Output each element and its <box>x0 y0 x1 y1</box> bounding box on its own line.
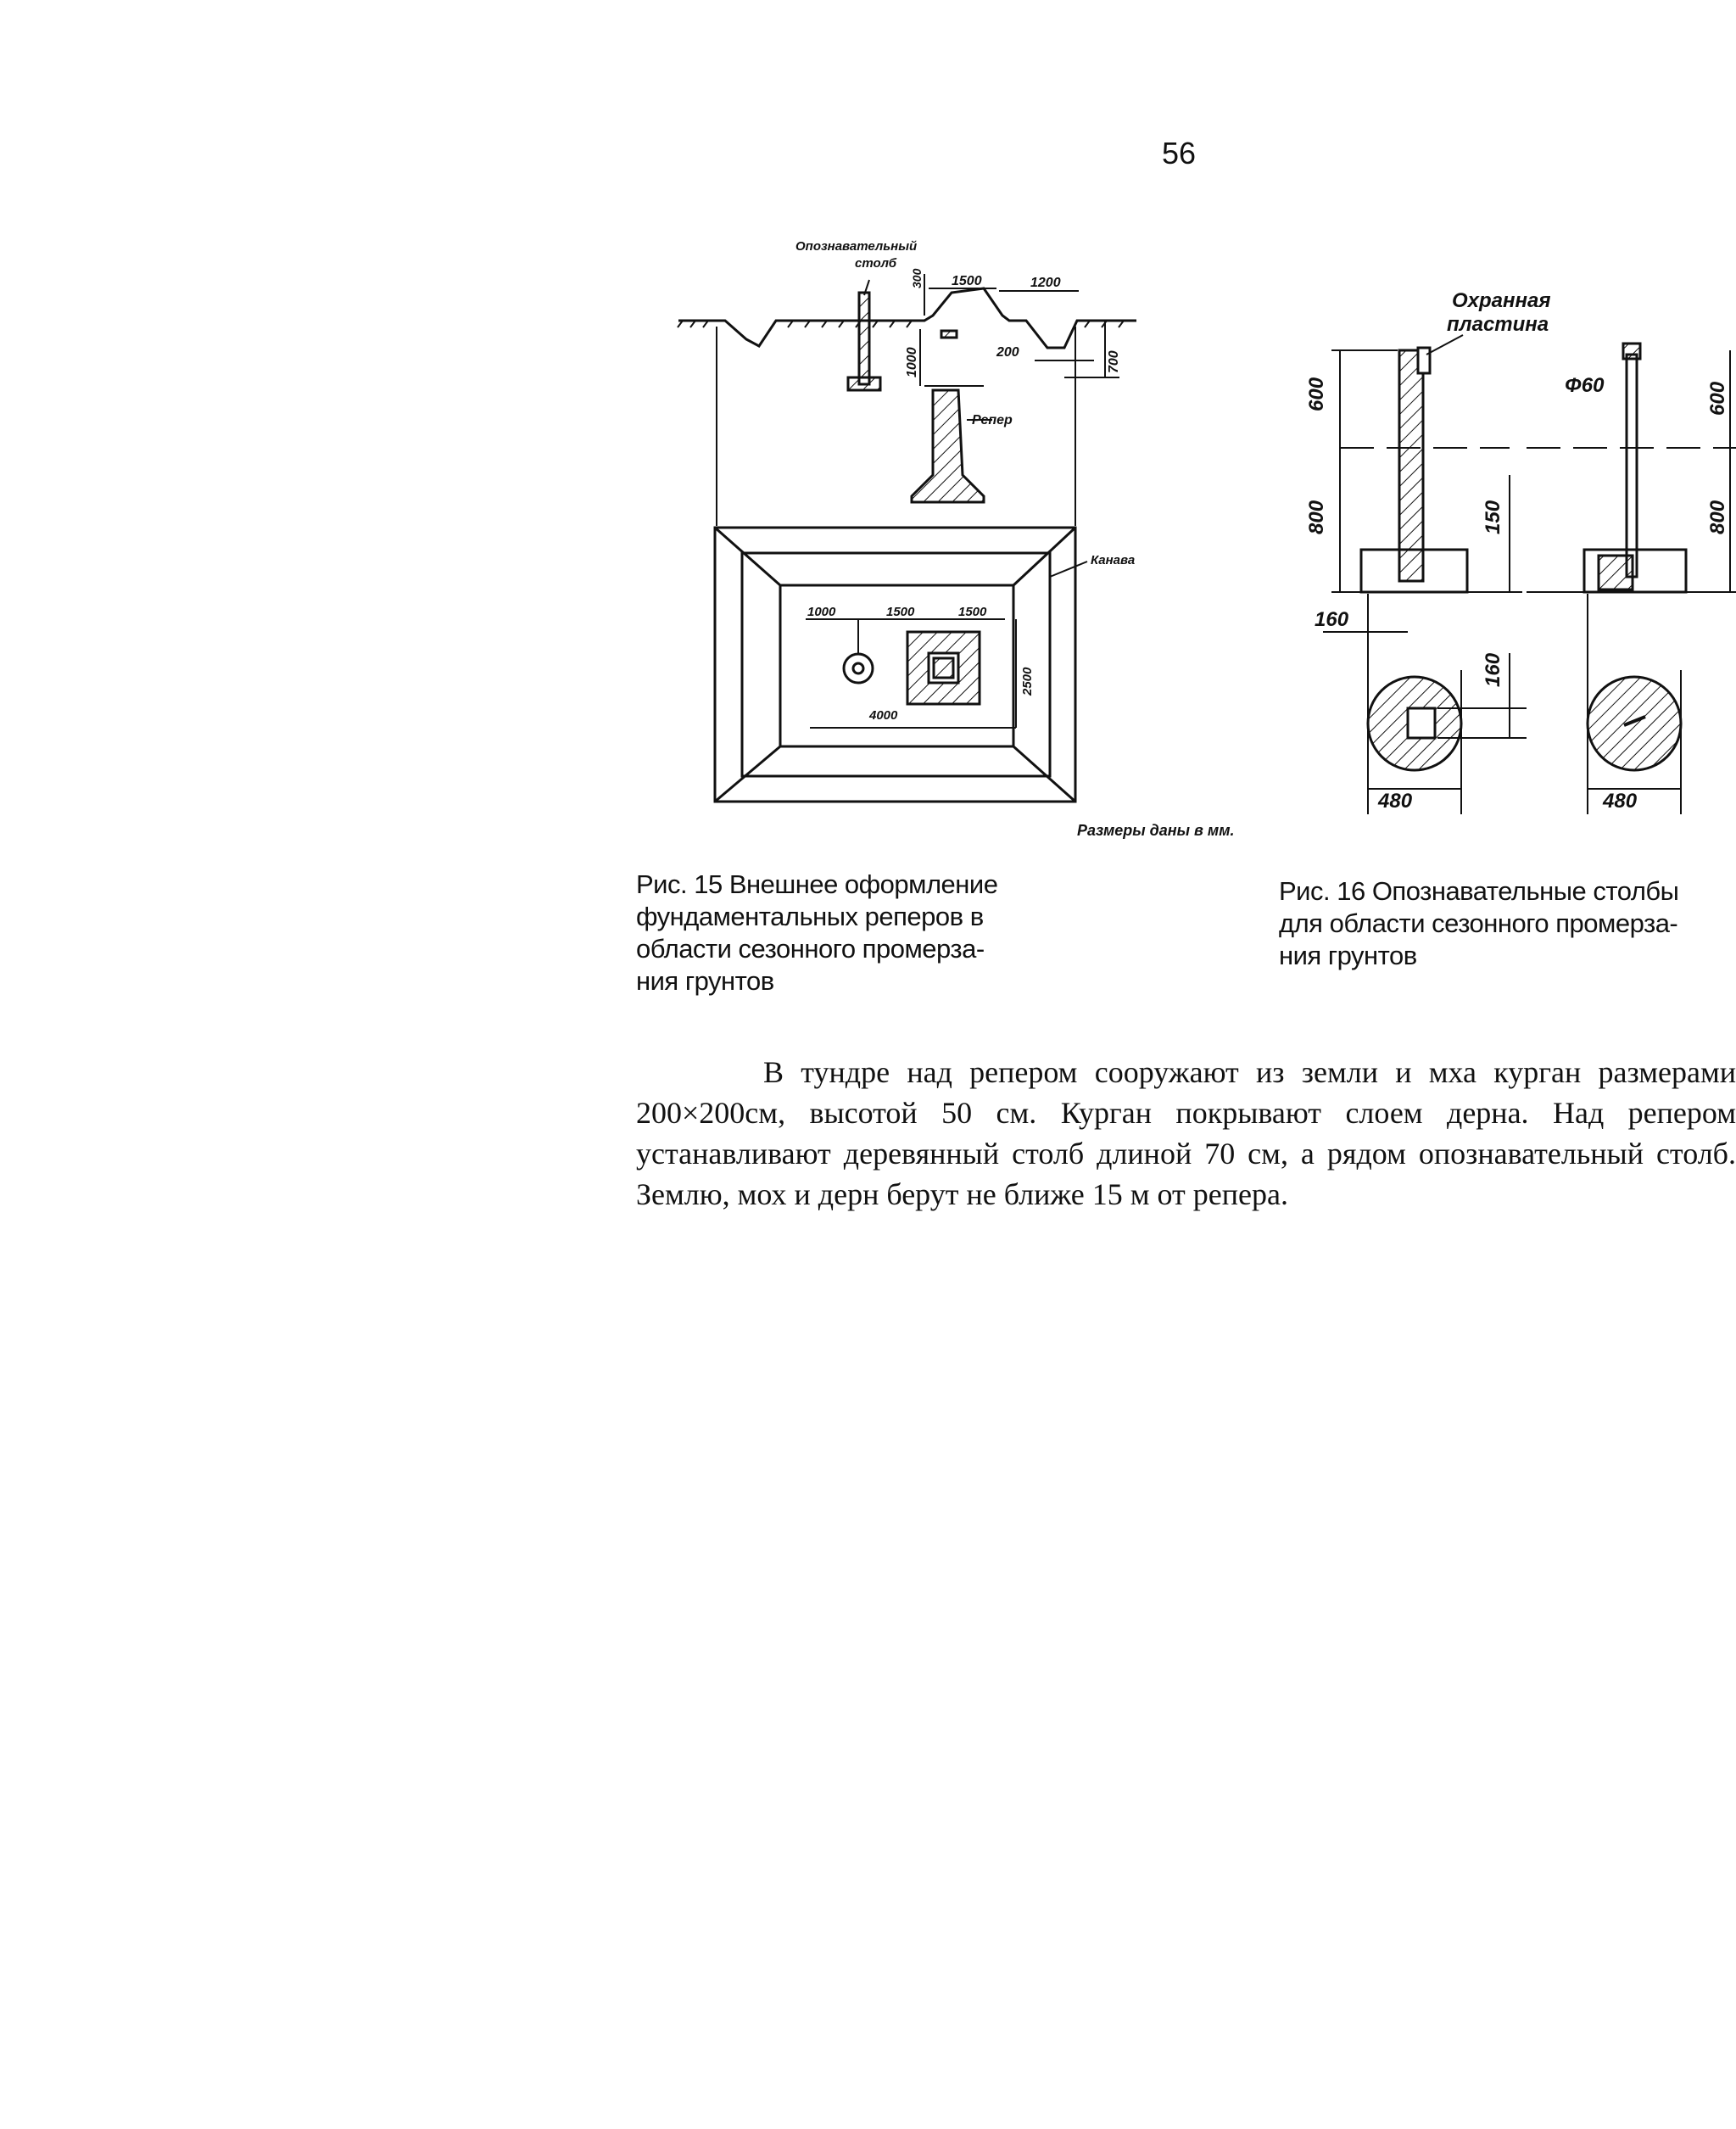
plate-label-2: пластина <box>1447 313 1549 336</box>
caption-line: фундаментальных реперов в <box>636 902 984 931</box>
dim-1200: 1200 <box>1030 276 1061 290</box>
mound-mark <box>941 331 957 338</box>
dim-1500-plan-a: 1500 <box>886 605 915 619</box>
dim-160-v: 160 <box>1482 652 1504 687</box>
caption-line: для области сезонного промерза- <box>1279 908 1678 938</box>
body-text <box>636 1052 1736 1215</box>
left-plate <box>1418 348 1430 373</box>
dim-600-right: 600 <box>1706 381 1729 416</box>
plate-label-1: Охранная <box>1452 289 1551 312</box>
fig15-section <box>678 274 1136 526</box>
dim-1000: 1000 <box>905 347 919 377</box>
figure-16-caption <box>1279 875 1736 972</box>
dim-2500: 2500 <box>1020 667 1035 696</box>
sign-post-label-1: Опознавательный <box>795 239 918 254</box>
dim-700: 700 <box>1107 350 1121 373</box>
dim-480-right: 480 <box>1603 790 1638 813</box>
dim-800-left: 800 <box>1305 500 1328 534</box>
left-post <box>1399 350 1423 581</box>
caption-line: ния грунтов <box>636 966 774 996</box>
figures-drawing <box>0 0 1736 857</box>
caption-line: области сезонного промерза- <box>636 934 985 964</box>
caption-line: Рис. 16 Опознавательные столбы <box>1279 876 1679 906</box>
phi-label: Φ60 <box>1565 374 1605 397</box>
sign-post <box>859 293 869 384</box>
dim-200: 200 <box>996 345 1019 360</box>
dim-480-left: 480 <box>1378 790 1413 813</box>
body-paragraph: В тундре над репером сооружают из земли и мха курган размерами 200×200см, высотой 50 см. Курган покрывают слоем дерна. Над репером устанавливают деревянный столб длиной 70 см, а рядом опознавательный столб. Землю, мох и дерн берут не ближе 15 м от репера. <box>636 1055 1736 1211</box>
dim-1500-top: 1500 <box>952 274 982 288</box>
reper-label: Репер <box>972 413 1013 427</box>
page-number: 56 <box>1161 136 1197 170</box>
ground-profile <box>678 288 1136 348</box>
dim-800-right: 800 <box>1706 500 1729 534</box>
dim-160-h: 160 <box>1315 608 1349 631</box>
dim-1000-plan: 1000 <box>807 605 836 619</box>
sign-post-base <box>848 377 880 390</box>
note-label: Размеры даны в мм. <box>1077 822 1235 839</box>
caption-line: Рис. 15 Внешнее оформление <box>636 869 998 899</box>
dim-4000: 4000 <box>869 708 898 723</box>
right-post <box>1627 355 1637 577</box>
caption-line: ния грунтов <box>1279 941 1417 970</box>
ditch-label: Канава <box>1091 553 1136 567</box>
fig15-plan <box>715 528 1087 802</box>
fig16-drawing <box>1323 335 1736 814</box>
reper-body <box>912 390 984 502</box>
fig15-plan-labels <box>807 553 1235 839</box>
plan-post-marker <box>844 654 873 683</box>
dim-600-left: 600 <box>1305 377 1328 411</box>
right-cap <box>1623 344 1640 359</box>
figure-15-caption <box>636 869 1094 997</box>
plan-outer <box>715 528 1075 802</box>
right-plan-circle <box>1588 677 1681 770</box>
sign-post-label-2: столб <box>855 256 897 271</box>
dim-300: 300 <box>910 268 924 288</box>
dim-150: 150 <box>1482 500 1504 534</box>
dim-1500-plan-b: 1500 <box>958 605 987 619</box>
